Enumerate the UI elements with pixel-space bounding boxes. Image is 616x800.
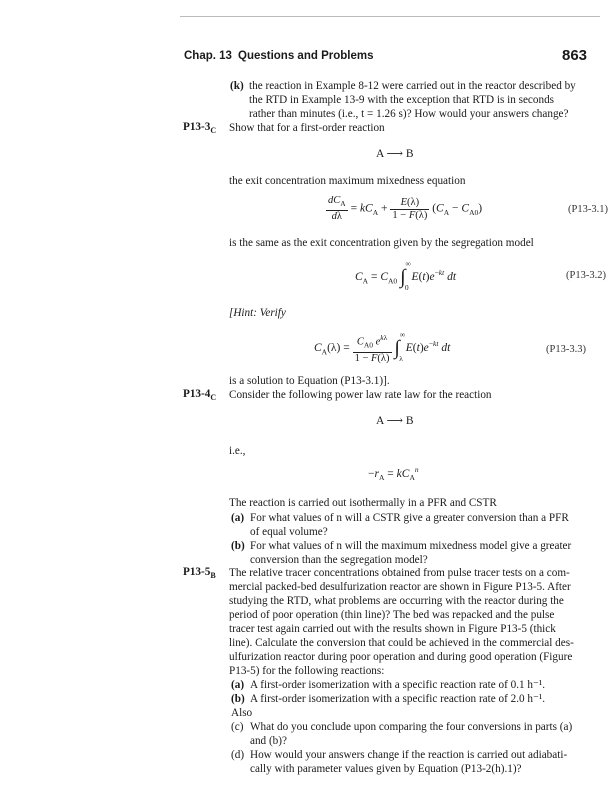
p13-5-b-text: A first-order isomerization with a specific reaction rate of 2.0 h⁻¹. — [250, 693, 546, 705]
p13-5-b-label: (b) — [231, 693, 245, 705]
p13-4-b-line-1: For what values of n will the maximum mixedness model give a greater — [250, 540, 572, 552]
problem-number-13-4: $P13-4_C$ — [183, 388, 217, 403]
header-rule — [180, 16, 600, 17]
p13-5-d-label: (d) — [231, 749, 245, 761]
section-title: Questions and Problems — [238, 50, 374, 62]
page-number: 863 — [562, 47, 588, 64]
p13-5-a-text: A first-order isomerization with a specific reaction rate of 0.1 h⁻¹. — [250, 679, 546, 691]
p13-4-b-label: (b) — [231, 540, 245, 552]
p13-5-c-line-1: What do you conclude upon comparing the four conversions in parts (a) — [250, 721, 573, 733]
k-item-line-3: rather than minutes (i.e., t = 1.26 s)? How would your answers change? — [249, 108, 569, 120]
p13-5-a-label: (a) — [231, 679, 245, 691]
chapter-label: Chap. 13 — [184, 50, 232, 62]
equation-label-p13-3-2: (P13-3.2) — [566, 270, 606, 281]
p13-5-c-line-2: and (b)? — [250, 735, 287, 747]
p13-3-text-1: the exit concentration maximum mixedness equation — [229, 175, 466, 187]
p13-5-line-6: line). Calculate the conversion that could be achieved in the commercial des- — [229, 637, 574, 649]
p13-5-d-line-1: How would your answers change if the reaction is carried out adiabati- — [250, 749, 568, 761]
p13-5-line-3: studying the RTD, what problems are occurring with the reactor during the — [229, 595, 564, 607]
p13-4-a-label: (a) — [231, 512, 245, 524]
p13-5-line-7: ulfurization reactor during poor operation and during good operation (Figure — [229, 651, 573, 663]
p13-4-reaction: A ⟶ B — [376, 415, 414, 427]
p13-4-text-1: The reaction is carried out isothermally in a PFR and CSTR — [229, 497, 497, 509]
p13-5-line-2: mercial packed-bed desulfurization reactor are shown in Figure P13-5. After — [229, 581, 571, 593]
k-item-line-1: the reaction in Example 8-12 were carried out in the reactor described by — [249, 80, 576, 92]
p13-5-also: Also — [231, 707, 253, 719]
p13-3-intro: Show that for a first-order reaction — [229, 122, 385, 134]
k-item-line-2: the RTD in Example 13-9 with the exception that RTD is in seconds — [249, 94, 555, 106]
equation-p13-3-3: $C_A(\lambda)$ = $\frac{C_{A0} e^{k\lambda}}{1 - F(\lambda)}$ $\int^\infty_\lambda$ $E(t)e^{-kt}$ dt — [314, 330, 451, 364]
equation-label-p13-3-1: (P13-3.1) — [568, 204, 608, 215]
p13-5-line-4: period of poor operation (thin line)? The bed was repacked and the pulse — [229, 609, 555, 621]
equation-p13-3-1: $\frac{dC_A}{d\lambda}$ = $kC_A$ + $\frac{E(\lambda)}{1 - F(\lambda)}$ $(C_A - C_{A0})$ — [328, 195, 483, 223]
p13-5-c-label: (c) — [231, 721, 244, 733]
p13-4-a-line-1: For what values of n will a CSTR give a greater conversion than a PFR — [250, 512, 569, 524]
problem-number-13-5: $P13-5_B$ — [183, 566, 216, 581]
equation-label-p13-3-3: (P13-3.3) — [546, 344, 586, 355]
p13-3-hint: [Hint: Verify — [229, 307, 286, 319]
problem-number-13-3: $P13-3_C$ — [183, 121, 217, 136]
p13-3-text-3: is a solution to Equation (P13-3.1)]. — [229, 375, 390, 387]
p13-4-intro: Consider the following power law rate law for the reaction — [229, 389, 492, 401]
p13-3-reaction: A ⟶ B — [376, 148, 414, 160]
p13-5-d-line-2: cally with parameter values given by Equation (P13-2(h).1)? — [250, 763, 522, 775]
p13-3-text-2: is the same as the exit concentration given by the segregation model — [229, 237, 534, 249]
p13-4-a-line-2: of equal volume? — [250, 526, 328, 538]
equation-p13-3-2: $C_A = C_{A0}$ $\int^\infty_0$ $E(t)e^{-kt}$ dt — [355, 259, 457, 292]
p13-5-line-1: The relative tracer concentrations obtained from pulse tracer tests on a com- — [229, 567, 570, 579]
p13-5-line-8: P13-5) for the following reactions: — [229, 665, 385, 677]
p13-4-b-line-2: conversion than the segregation model? — [250, 554, 428, 566]
p13-4-ie: i.e., — [229, 445, 246, 457]
p13-5-line-5: tracer test again carried out with the results shown in Figure P13-5 (thick — [229, 623, 556, 635]
k-item-label: (k) — [230, 80, 244, 92]
equation-rate-law: $-r_A = kC_A^n$ — [368, 465, 419, 483]
